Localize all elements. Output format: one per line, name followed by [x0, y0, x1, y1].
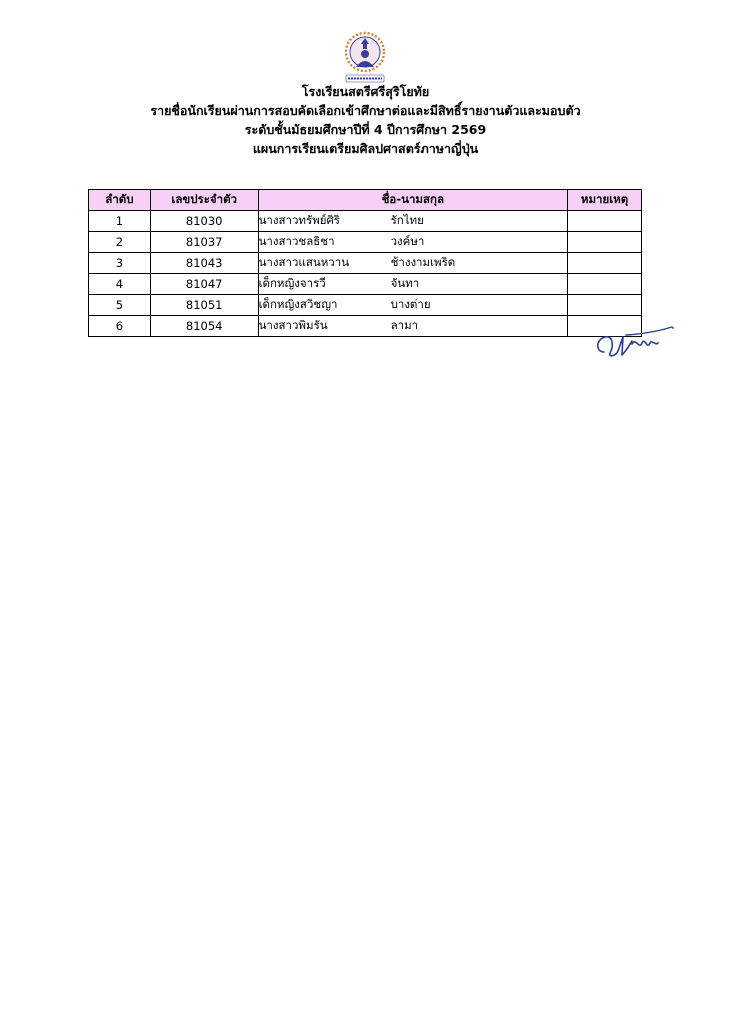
cell-full-name — [258, 295, 568, 316]
study-program-line: แผนการเรียนเตรียมศิลปศาสตร์ภาษาญี่ปุ่น — [252, 141, 479, 156]
table-row — [89, 316, 642, 337]
cell-full-name — [258, 211, 568, 232]
cell-remarks — [568, 274, 642, 295]
last-name: จันทา — [390, 276, 420, 290]
first-name: นางสาวแสนหวาน — [258, 255, 350, 269]
table-header-row — [89, 190, 642, 211]
last-name: บางต่าย — [390, 297, 431, 311]
cell-order: 3 — [89, 253, 151, 274]
cell-student-id: 81051 — [150, 295, 258, 316]
cell-full-name — [258, 232, 568, 253]
cell-remarks — [568, 211, 642, 232]
cell-student-id: 81037 — [150, 232, 258, 253]
table-row — [89, 232, 642, 253]
cell-full-name — [258, 316, 568, 337]
student-roster-table — [88, 189, 642, 337]
cell-order: 1 — [89, 211, 151, 232]
last-name: รักไทย — [390, 213, 424, 227]
column-header-full-name: ชื่อ-นามสกุล — [258, 190, 568, 211]
last-name: ลามา — [390, 318, 419, 332]
cell-student-id: 81047 — [150, 274, 258, 295]
cell-full-name — [258, 253, 568, 274]
table-row — [89, 211, 642, 232]
first-name: นางสาวทรัพย์ศิริ — [258, 213, 340, 227]
column-header-remarks: หมายเหตุ — [568, 190, 642, 211]
column-header-student-id: เลขประจำตัว — [150, 190, 258, 211]
last-name: วงค์ษา — [390, 234, 425, 248]
table-row — [89, 274, 642, 295]
table-row — [89, 295, 642, 316]
first-name: เด็กหญิงสวิชญา — [258, 297, 338, 311]
handwritten-signature-icon — [592, 322, 678, 362]
cell-student-id: 81054 — [150, 316, 258, 337]
cell-order: 4 — [89, 274, 151, 295]
cell-full-name — [258, 274, 568, 295]
cell-remarks — [568, 232, 642, 253]
grade-level-line: ระดับชั้นมัธยมศึกษาปีที่ 4 ปีการศึกษา 2569 — [244, 122, 487, 137]
first-name: นางสาวพิมรัน — [258, 318, 328, 332]
document-title: รายชื่อนักเรียนผ่านการสอบคัดเลือกเข้าศึกษาต่อและมีสิทธิ์รายงานตัวและมอบตัว — [150, 103, 581, 118]
school-name: โรงเรียนสตรีศรีสุริโยทัย — [301, 84, 430, 99]
cell-remarks — [568, 295, 642, 316]
cell-order: 2 — [89, 232, 151, 253]
first-name: นางสาวชลธิชา — [258, 234, 335, 248]
column-header-order: ลำดับ — [89, 190, 151, 211]
cell-remarks — [568, 253, 642, 274]
table-row — [89, 253, 642, 274]
cell-student-id: 81043 — [150, 253, 258, 274]
school-logo-icon — [340, 30, 390, 88]
first-name: เด็กหญิงจารวี — [258, 276, 326, 290]
cell-order: 6 — [89, 316, 151, 337]
cell-order: 5 — [89, 295, 151, 316]
document-header — [0, 82, 731, 158]
cell-student-id: 81030 — [150, 211, 258, 232]
last-name: ช้างงามเพริด — [390, 255, 456, 269]
